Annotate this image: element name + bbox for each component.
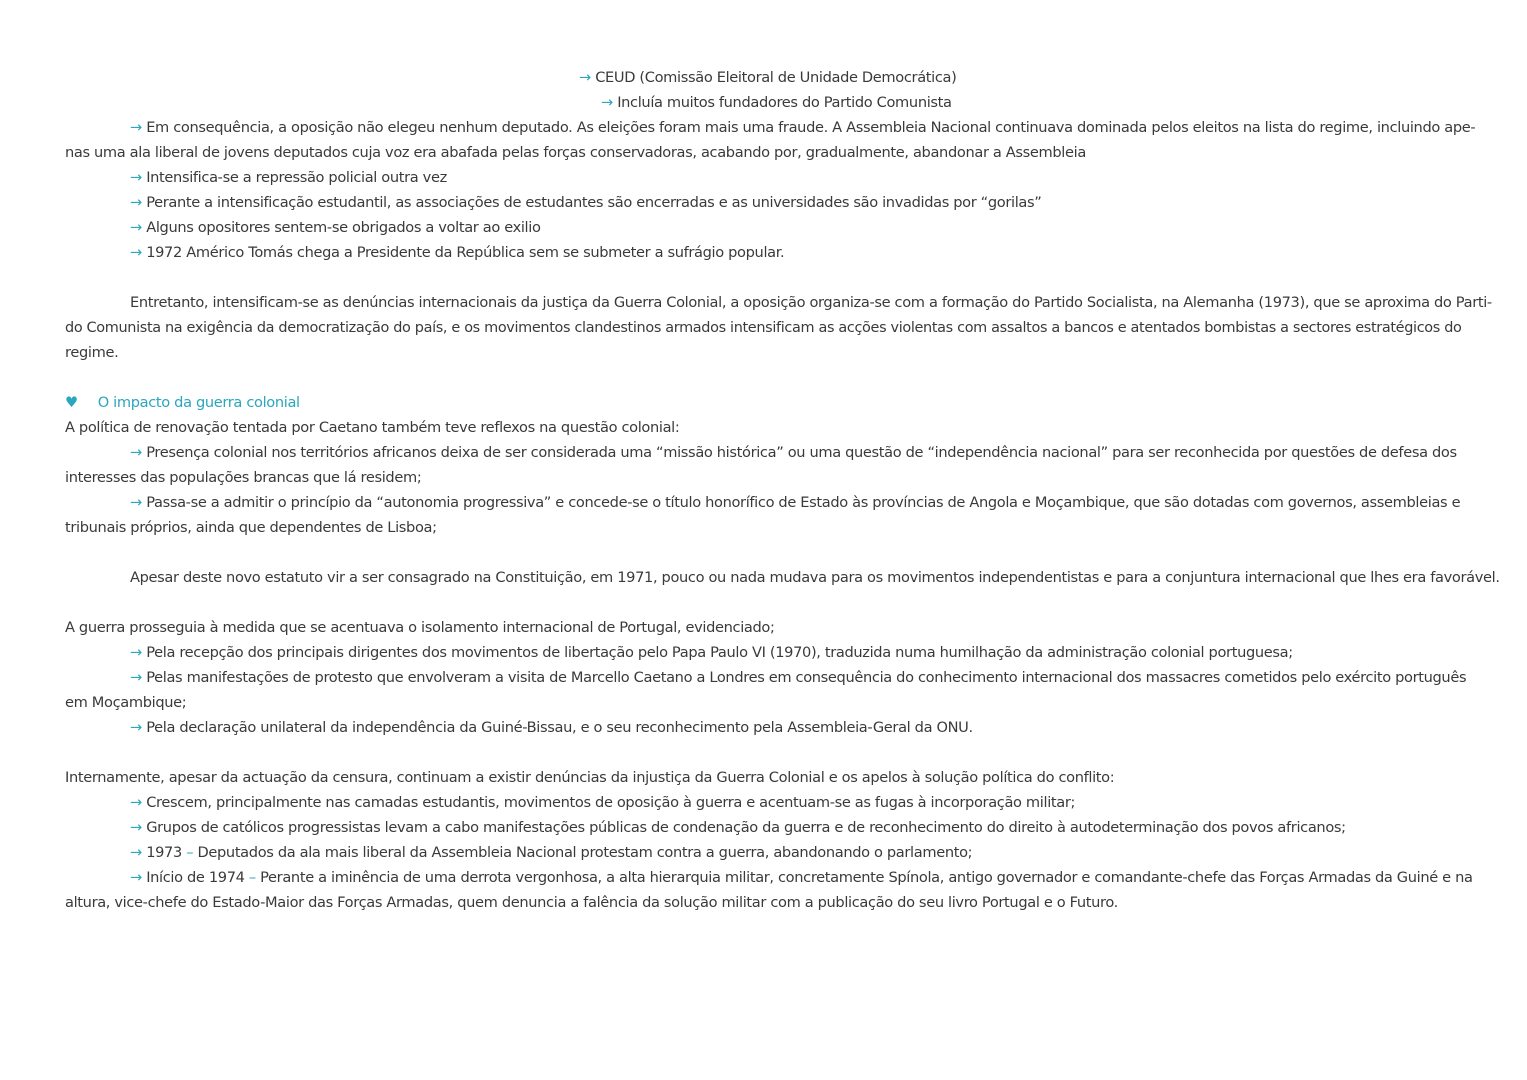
item-1974-line-2: altura, vice-chefe do Estado-Maior das Forças Armadas, quem denuncia a falência da solução militar com a publicação do seu livro Portugal e o Futuro.: [65, 894, 1118, 911]
arrow-icon: →: [130, 719, 142, 736]
arrow-icon: →: [130, 494, 142, 511]
exile-item: → Alguns opositores sentem-se obrigados a voltar ao exilio: [130, 219, 541, 236]
item-1974-line-1: → Início de 1974 – Perante a iminência de uma derrota vergonhosa, a alta hierarquia militar, concretamente Spínola, antigo governador e comandante-chefe das Forças Armadas da Guiné e na: [130, 869, 1473, 886]
arrow-icon: →: [130, 194, 142, 211]
meanwhile-line-3: regime.: [65, 344, 119, 361]
arrow-icon: →: [130, 819, 142, 836]
autonomy-line-2: tribunais próprios, ainda que dependentes de Lisboa;: [65, 519, 437, 536]
section-heading: ♥ O impacto da guerra colonial: [65, 394, 300, 411]
london-line-2: em Moçambique;: [65, 694, 187, 711]
catholics-item: → Grupos de católicos progressistas levam a cabo manifestações públicas de condenação da guerra e de reconhecimento do direito à autodeterminação dos povos africanos;: [130, 819, 1346, 836]
guinea-item: → Pela declaração unilateral da independência da Guiné-Bissau, e o seu reconhecimento pela Assembleia-Geral da ONU.: [130, 719, 973, 736]
arrow-icon: →: [130, 119, 142, 136]
founders-line: → Incluía muitos fundadores do Partido Comunista: [601, 94, 952, 111]
isolation-intro: A guerra prosseguia à medida que se acentuava o isolamento internacional de Portugal, evidenciado;: [65, 619, 775, 636]
ceud-line: → CEUD (Comissão Eleitoral de Unidade Democrática): [579, 69, 957, 86]
arrow-icon: →: [579, 69, 591, 86]
repression-item: → Intensifica-se a repressão policial outra vez: [130, 169, 447, 186]
arrow-icon: →: [130, 844, 142, 861]
arrow-icon: →: [130, 644, 142, 661]
arrow-icon: →: [130, 444, 142, 461]
arrow-icon: →: [130, 669, 142, 686]
arrow-icon: →: [130, 219, 142, 236]
tomas-item: → 1972 Américo Tomás chega a Presidente da República sem se submeter a sufrágio popular.: [130, 244, 785, 261]
presence-line-1: → Presença colonial nos territórios africanos deixa de ser considerada uma “missão histórica” ou uma questão de “independência nacional” para ser reconhecida por questões de defesa dos: [130, 444, 1457, 461]
statute-paragraph: Apesar deste novo estatuto vir a ser consagrado na Constituição, em 1971, pouco ou nada mudava para os movimentos independentistas e para a conjuntura internacional que lhes era favorável.: [130, 569, 1500, 586]
london-line-1: → Pelas manifestações de protesto que envolveram a visita de Marcello Caetano a Londres em consequência do conhecimento internacional dos massacres cometidos pelo exército português: [130, 669, 1467, 686]
pope-item: → Pela recepção dos principais dirigentes dos movimentos de libertação pelo Papa Paulo VI (1970), traduzida numa humilhação da administração colonial portuguesa;: [130, 644, 1293, 661]
meanwhile-line-2: do Comunista na exigência da democratização do país, e os movimentos clandestinos armados intensificam as acções violentas com assaltos a bancos e atentados bombistas a sectores estratégicos do: [65, 319, 1462, 336]
item-1973: → 1973 – Deputados da ala mais liberal da Assembleia Nacional protestam contra a guerra, abandonando o parlamento;: [130, 844, 973, 861]
consequence-line-1: → Em consequência, a oposição não elegeu nenhum deputado. As eleições foram mais uma fraude. A Assembleia Nacional continuava dominada pelos eleitos na lista do regime, incluindo ape-: [130, 119, 1476, 136]
arrow-icon: →: [601, 94, 613, 111]
arrow-icon: →: [130, 794, 142, 811]
heart-bullet-icon: ♥: [65, 394, 78, 411]
internal-students-item: → Crescem, principalmente nas camadas estudantis, movimentos de oposição à guerra e acentuam-se as fugas à incorporação militar;: [130, 794, 1076, 811]
arrow-icon: →: [130, 169, 142, 186]
arrow-icon: →: [130, 244, 142, 261]
autonomy-line-1: → Passa-se a admitir o princípio da “autonomia progressiva” e concede-se o título honorífico de Estado às províncias de Angola e Moçambique, que são dotadas com governos, assembleias e: [130, 494, 1461, 511]
arrow-icon: →: [130, 869, 142, 886]
internal-intro: Internamente, apesar da actuação da censura, continuam a existir denúncias da injustiça da Guerra Colonial e os apelos à solução política do conflito:: [65, 769, 1115, 786]
students-item: → Perante a intensificação estudantil, as associações de estudantes são encerradas e as universidades são invadidas por “gorilas”: [130, 194, 1042, 211]
impact-intro: A política de renovação tentada por Caetano também teve reflexos na questão colonial:: [65, 419, 680, 436]
consequence-line-2: nas uma ala liberal de jovens deputados cuja voz era abafada pelas forças conservadoras, acabando por, gradualmente, abandonar a Assembleia: [65, 144, 1086, 161]
presence-line-2: interesses das populações brancas que lá residem;: [65, 469, 422, 486]
meanwhile-line-1: Entretanto, intensificam-se as denúncias internacionais da justiça da Guerra Colonial, a oposição organiza-se com a formação do Partido Socialista, na Alemanha (1973), que se aproxima do Parti-: [130, 294, 1492, 311]
